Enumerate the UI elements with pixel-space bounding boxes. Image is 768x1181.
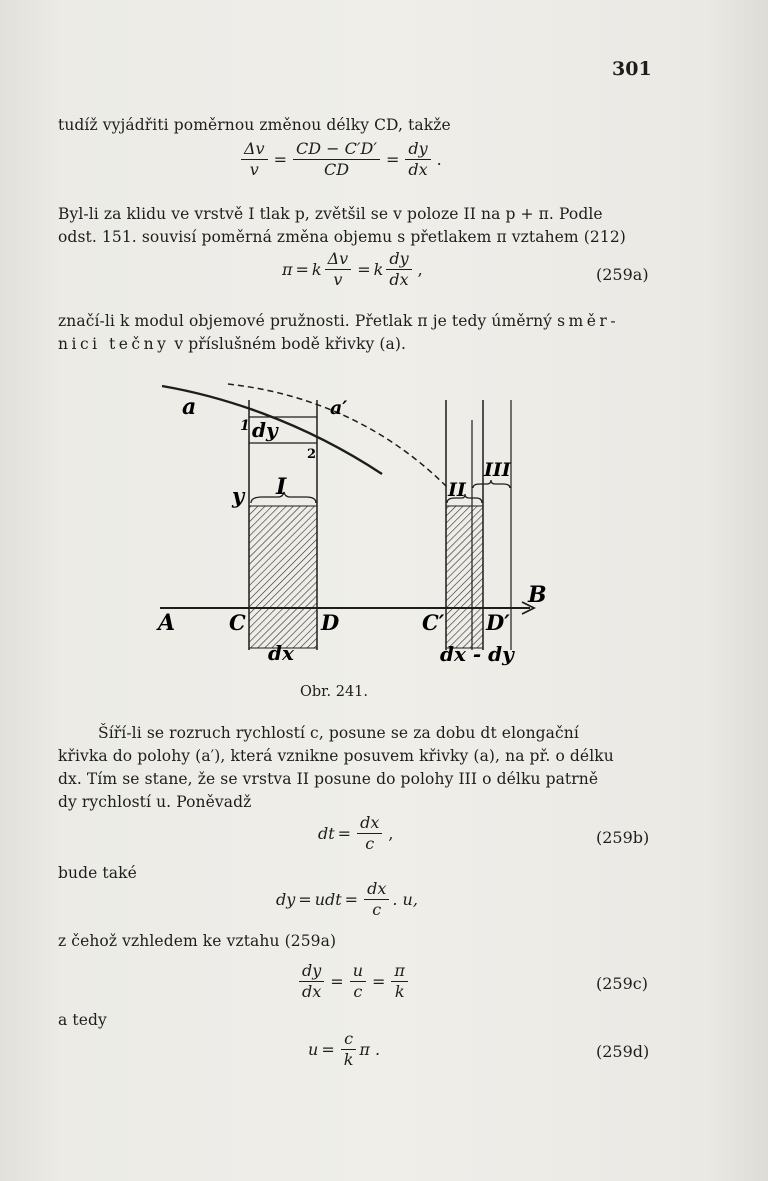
label-III: III: [484, 459, 511, 481]
symbol-pi: π: [282, 260, 293, 279]
numerator: dx: [357, 814, 382, 834]
equation-label-259d: (259d): [596, 1042, 650, 1061]
text-line-11: z čehož vzhledem ke vztahu (259a): [58, 932, 337, 950]
label-C-prime: C′: [422, 610, 445, 635]
label-D: D: [321, 610, 340, 635]
denominator: c: [353, 982, 363, 1001]
fraction: [364, 880, 389, 919]
equation-1: $\frac{\Delta v}{v}$ = $\frac{CD - C'D'}{CD}$ = $\frac{dy}{dx}$ .: [238, 140, 445, 179]
numerator: dx: [364, 880, 389, 900]
fraction: [350, 962, 366, 1001]
denominator: CD: [323, 160, 350, 179]
text-line-7: křivka do polohy (a′), která vznikne posuvem křivky (a), na př. o délku: [58, 747, 614, 765]
figure-caption: Obr. 241.: [300, 684, 369, 700]
equation-259a: π = k $\frac{\Delta v}{v}$ = k $\frac{dy}{dx}$ ,: [282, 249, 423, 289]
denominator: c: [365, 834, 375, 853]
numerator: c: [341, 1030, 356, 1050]
numerator: Δv: [241, 140, 268, 160]
numerator: u: [350, 962, 366, 982]
symbol-udt: udt: [314, 890, 342, 909]
equation-label-259c: (259c): [596, 974, 648, 993]
text-line-12: a tedy: [58, 1011, 107, 1029]
fraction: [299, 962, 324, 1001]
equation-259c: $\frac{dy}{dx}$ = $\frac{u}{c}$ = $\frac{\pi}{k}$: [296, 962, 411, 1001]
symbol-dt: dt: [318, 824, 335, 843]
equation-label-259a: (259a): [596, 265, 649, 284]
label-a: a: [182, 394, 197, 420]
denominator: dx: [389, 270, 409, 289]
text-line-1: tudíž vyjádřiti poměrnou změnou délky CD, takže: [58, 116, 451, 134]
text-line-9: dy rychlostí u. Poněvadž: [58, 793, 252, 811]
numerator: CD − C′D′: [293, 140, 380, 160]
denominator: dx: [408, 160, 428, 179]
symbol-dy: dy: [276, 890, 296, 909]
layer-II-hatch: [446, 506, 483, 648]
fraction: [391, 962, 408, 1001]
fraction: [357, 814, 382, 853]
numerator: dy: [299, 962, 324, 982]
text-line-10: bude také: [58, 864, 137, 882]
label-a-prime: a′: [330, 397, 348, 419]
label-B: B: [528, 582, 547, 608]
label-dy: dy: [252, 418, 278, 442]
equation-259d: u = $\frac{c}{k}$ π .: [308, 1029, 381, 1069]
label-A: A: [158, 610, 176, 636]
text-span: značí-li k modul objemové pružnosti. Přetlak π je tedy úměrný: [58, 312, 553, 330]
denominator: k: [394, 982, 405, 1001]
fraction: [341, 1030, 357, 1069]
text-line-6: Šíří-li se rozruch rychlostí c, posune se za dobu dt elongační: [98, 724, 579, 742]
denominator: v: [249, 160, 259, 179]
text-line-3: odst. 151. souvisí poměrná změna objemu s přetlakem π vztahem (212): [58, 228, 626, 246]
label-dx: dx: [268, 641, 294, 665]
equation-tail: π .: [359, 1040, 381, 1059]
text-line-8: dx. Tím se stane, že se vrstva II posune do polohy III o délku patrně: [58, 770, 599, 788]
emphasis-spaced: směr-: [557, 312, 620, 330]
label-y: y: [232, 483, 245, 508]
denominator: v: [333, 270, 343, 289]
equation-tail: . u,: [392, 890, 418, 909]
numerator: dy: [405, 140, 430, 160]
numerator: dy: [386, 250, 411, 270]
text-line-2: Byl-li za klidu ve vrstvě I tlak p, zvětšil se v poloze II na p + π. Podle: [58, 205, 603, 223]
label-2: 2: [307, 447, 317, 462]
symbol-u: u: [308, 1040, 319, 1059]
layer-I-hatch: [249, 506, 317, 648]
denominator: k: [343, 1050, 354, 1069]
symbol-k: k: [373, 260, 384, 279]
numerator: π: [391, 962, 408, 982]
label-C: C: [229, 610, 246, 635]
label-1: 1: [240, 418, 250, 434]
equation-dy-udt: dy = udt = $\frac{dx}{c}$ . u,: [276, 879, 418, 919]
denominator: c: [372, 900, 382, 919]
page-number: 301: [612, 58, 652, 80]
equation-259b: dt = $\frac{dx}{c}$ ,: [318, 813, 394, 853]
denominator: dx: [302, 982, 322, 1001]
text-span: v příslušném bodě křivky (a).: [174, 335, 406, 353]
label-II: II: [448, 479, 466, 501]
label-dx-dy: dx - dy: [440, 642, 514, 666]
symbol-k: k: [311, 260, 322, 279]
numerator: Δv: [325, 250, 352, 270]
brace-III: [473, 480, 510, 488]
equation-label-259b: (259b): [596, 828, 650, 847]
emphasis-spaced: nici tečny: [58, 335, 170, 353]
label-I: I: [276, 474, 287, 500]
label-D-prime: D′: [486, 610, 510, 635]
